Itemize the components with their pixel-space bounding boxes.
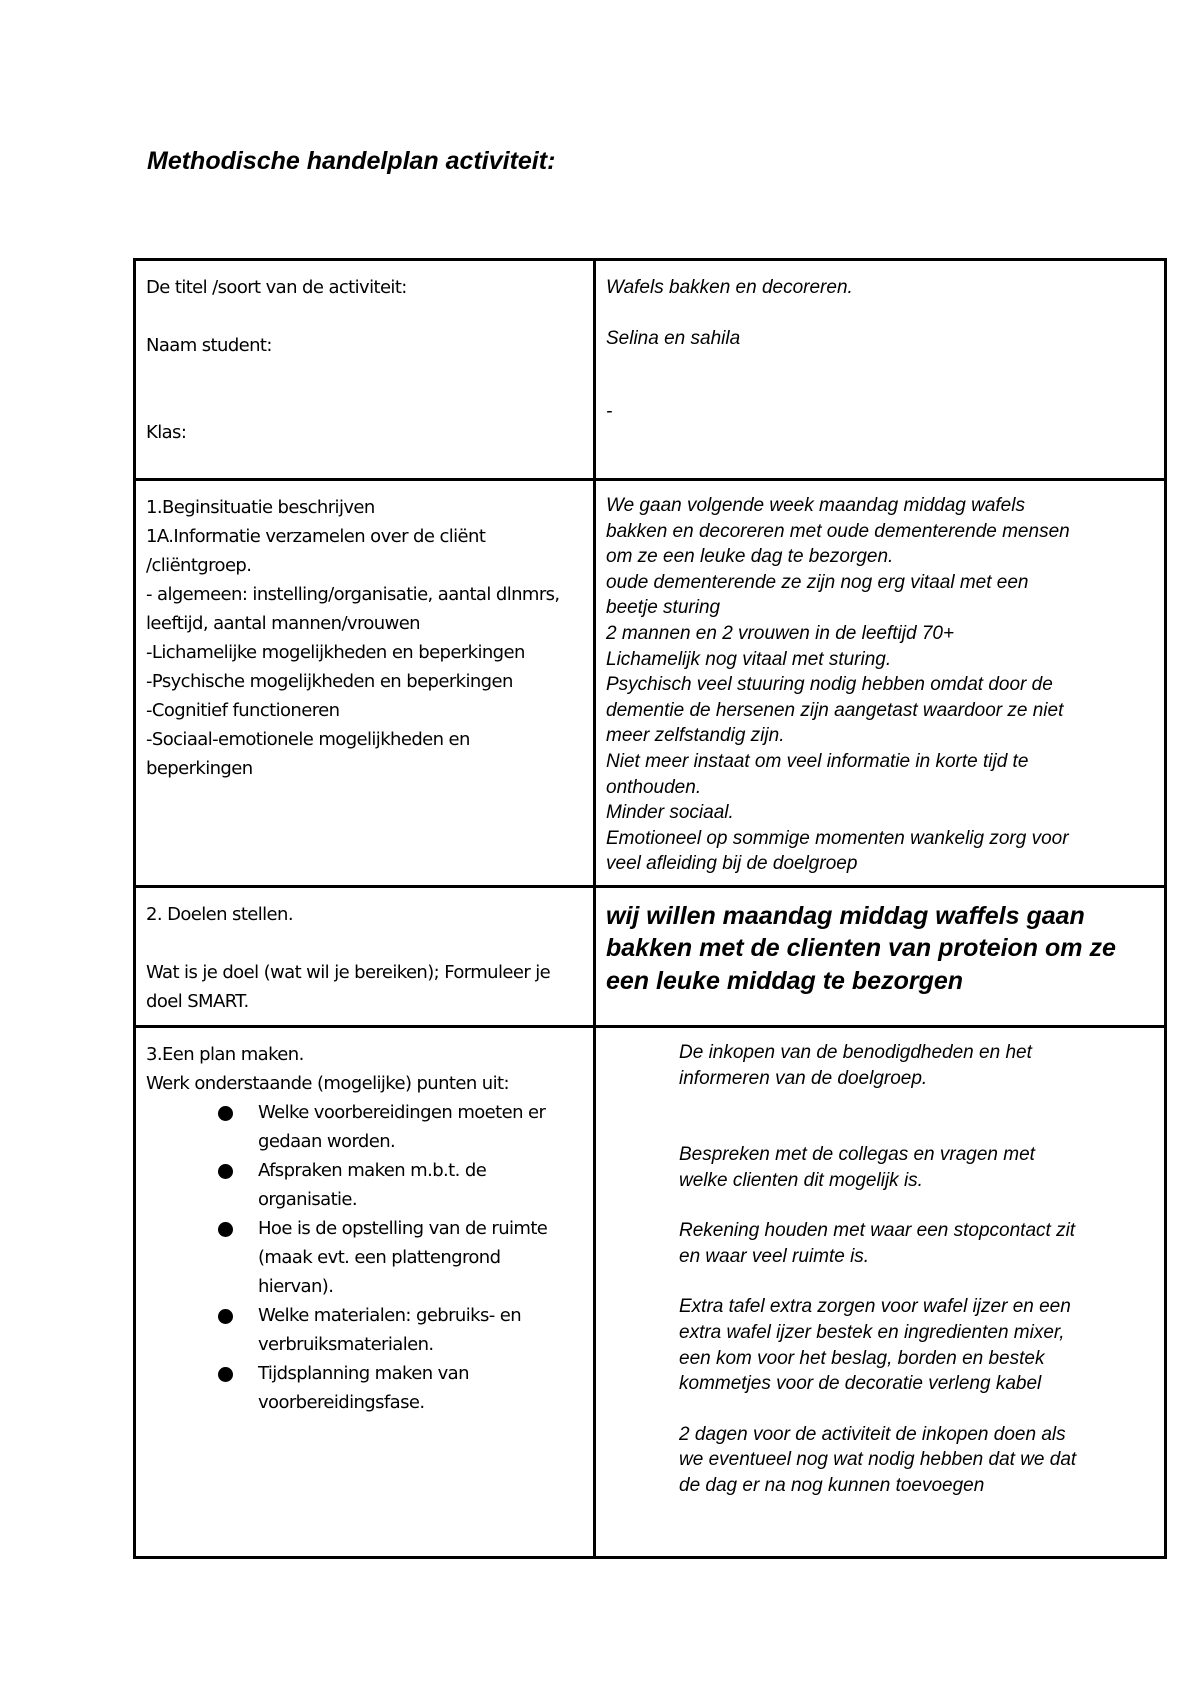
question-line: /cliëntgroep. <box>146 555 252 576</box>
answer-line: 2 dagen voor de activiteit de inkopen doen als <box>679 1423 1066 1445</box>
answer-line: welke clienten dit mogelijk is. <box>679 1169 923 1191</box>
question-heading: 2. Doelen stellen. <box>146 903 293 925</box>
document-title: Methodische handelplan activiteit: <box>147 147 556 175</box>
list-item <box>218 1098 583 1156</box>
bullet-line: Afspraken maken m.b.t. de <box>258 1159 487 1181</box>
answer-line: kommetjes voor de decoratie verleng kabel <box>679 1373 1042 1395</box>
question-line: -Psychische mogelijkheden en beperkingen <box>146 671 513 692</box>
student-name-label: Naam student: <box>146 335 272 356</box>
plan-answer-block <box>606 1294 1154 1396</box>
class-value: - <box>606 401 613 422</box>
bullet-line: Tijdsplanning maken van <box>258 1362 469 1384</box>
list-item <box>218 1359 583 1417</box>
answer-line: bakken en decoreren met oude dementerende mensen <box>606 520 1070 542</box>
answer-line: Extra tafel extra zorgen voor wafel ijzer en een <box>679 1296 1071 1318</box>
answer-line: We gaan volgende week maandag middag wafels <box>606 495 1025 516</box>
plan-table <box>133 258 1167 1559</box>
question-line: doel SMART. <box>146 990 249 1012</box>
plan-bullet-list <box>146 1098 583 1417</box>
class-label: Klas: <box>146 422 187 443</box>
answer-line: en waar veel ruimte is. <box>679 1245 870 1267</box>
answer-line: Bespreken met de collegas en vragen met <box>679 1144 1035 1166</box>
question-intro: Werk onderstaande (mogelijke) punten uit: <box>146 1072 509 1094</box>
answer-line: 2 mannen en 2 vrouwen in de leeftijd 70+ <box>606 622 955 644</box>
bullet-line: gedaan worden. <box>258 1130 396 1152</box>
bullet-line: hiervan). <box>258 1275 334 1297</box>
plan-answer-block <box>606 1040 1154 1091</box>
plan-question <box>135 1026 595 1557</box>
question-line: beperkingen <box>146 758 253 779</box>
doelen-answer <box>595 886 1166 1026</box>
answer-line: De inkopen van de benodigdheden en het <box>679 1041 1032 1063</box>
answer-line: Rekening houden met waar een stopcontact zit <box>679 1220 1076 1242</box>
answer-line: we eventueel nog wat nodig hebben dat we dat <box>679 1449 1077 1471</box>
question-line: Wat is je doel (wat wil je bereiken); Formuleer je <box>146 961 551 983</box>
activity-title-value: Wafels bakken en decoreren. <box>606 277 853 298</box>
question-line: leeftijd, aantal mannen/vrouwen <box>146 613 420 634</box>
answer-line: oude dementerende ze zijn nog erg vitaal met een <box>606 571 1029 593</box>
question-line: - algemeen: instelling/organisatie, aantal dlnmrs, <box>146 584 560 605</box>
question-line: -Lichamelijke mogelijkheden en beperkingen <box>146 642 525 663</box>
beginsituatie-question <box>135 480 595 887</box>
question-line: 1.Beginsituatie beschrijven <box>146 497 375 518</box>
answer-line: de dag er na nog kunnen toevoegen <box>679 1475 985 1497</box>
table-row-beginsituatie <box>135 480 1166 887</box>
bullet-line: organisatie. <box>258 1188 358 1210</box>
answer-line: beetje sturing <box>606 597 721 619</box>
student-name-value: Selina en sahila <box>606 328 741 349</box>
answer-line: Psychisch veel stuuring nodig hebben omdat door de <box>606 674 1053 696</box>
answer-line: dementie de hersenen zijn aangetast waardoor ze niet <box>606 699 1064 721</box>
bullet-line: verbruiksmaterialen. <box>258 1333 434 1355</box>
plan-answer <box>595 1026 1166 1557</box>
goal-line: een leuke middag te bezorgen <box>606 966 964 995</box>
answer-line: Emotioneel op sommige momenten wankelig zorg voor <box>606 827 1069 849</box>
answer-line: veel afleiding bij de doelgroep <box>606 853 858 875</box>
list-item <box>218 1301 583 1359</box>
table-row-doelen <box>135 886 1166 1026</box>
bullet-line: (maak evt. een plattengrond <box>258 1246 501 1268</box>
activity-info-labels <box>135 260 595 480</box>
question-line: 1A.Informatie verzamelen over de cliënt <box>146 526 486 547</box>
doelen-question <box>135 886 595 1026</box>
answer-line: Minder sociaal. <box>606 802 734 824</box>
question-line: -Sociaal-emotionele mogelijkheden en <box>146 729 470 750</box>
answer-line: Niet meer instaat om veel informatie in korte tijd te <box>606 750 1029 772</box>
bullet-line: voorbereidingsfase. <box>258 1391 425 1413</box>
goal-line: wij willen maandag middag waffels gaan <box>606 901 1085 930</box>
answer-line: onthouden. <box>606 776 702 798</box>
answer-line: extra wafel ijzer bestek en ingredienten mixer, <box>679 1322 1065 1344</box>
answer-line: om ze een leuke dag te bezorgen. <box>606 546 894 568</box>
activity-title-label: De titel /soort van de activiteit: <box>146 277 407 298</box>
answer-line: informeren van de doelgroep. <box>679 1067 928 1089</box>
activity-info-values <box>595 260 1166 480</box>
answer-line: Lichamelijk nog vitaal met sturing. <box>606 648 892 670</box>
answer-line: een kom voor het beslag, borden en bestek <box>679 1347 1045 1369</box>
question-heading: 3.Een plan maken. <box>146 1043 304 1065</box>
bullet-line: Welke voorbereidingen moeten er <box>258 1101 546 1123</box>
goal-line: bakken met de clienten van proteion om ze <box>606 934 1116 963</box>
beginsituatie-answer <box>595 480 1166 887</box>
bullet-line: Hoe is de opstelling van de ruimte <box>258 1217 548 1239</box>
bullet-line: Welke materialen: gebruiks- en <box>258 1304 522 1326</box>
plan-answer-block <box>606 1218 1154 1269</box>
plan-answer-block <box>606 1422 1154 1499</box>
question-line: -Cognitief functioneren <box>146 700 340 721</box>
table-row-activity-info <box>135 260 1166 480</box>
answer-line: meer zelfstandig zijn. <box>606 725 785 747</box>
list-item <box>218 1156 583 1214</box>
plan-answer-block <box>606 1142 1154 1193</box>
table-row-plan <box>135 1026 1166 1557</box>
list-item <box>218 1214 583 1301</box>
